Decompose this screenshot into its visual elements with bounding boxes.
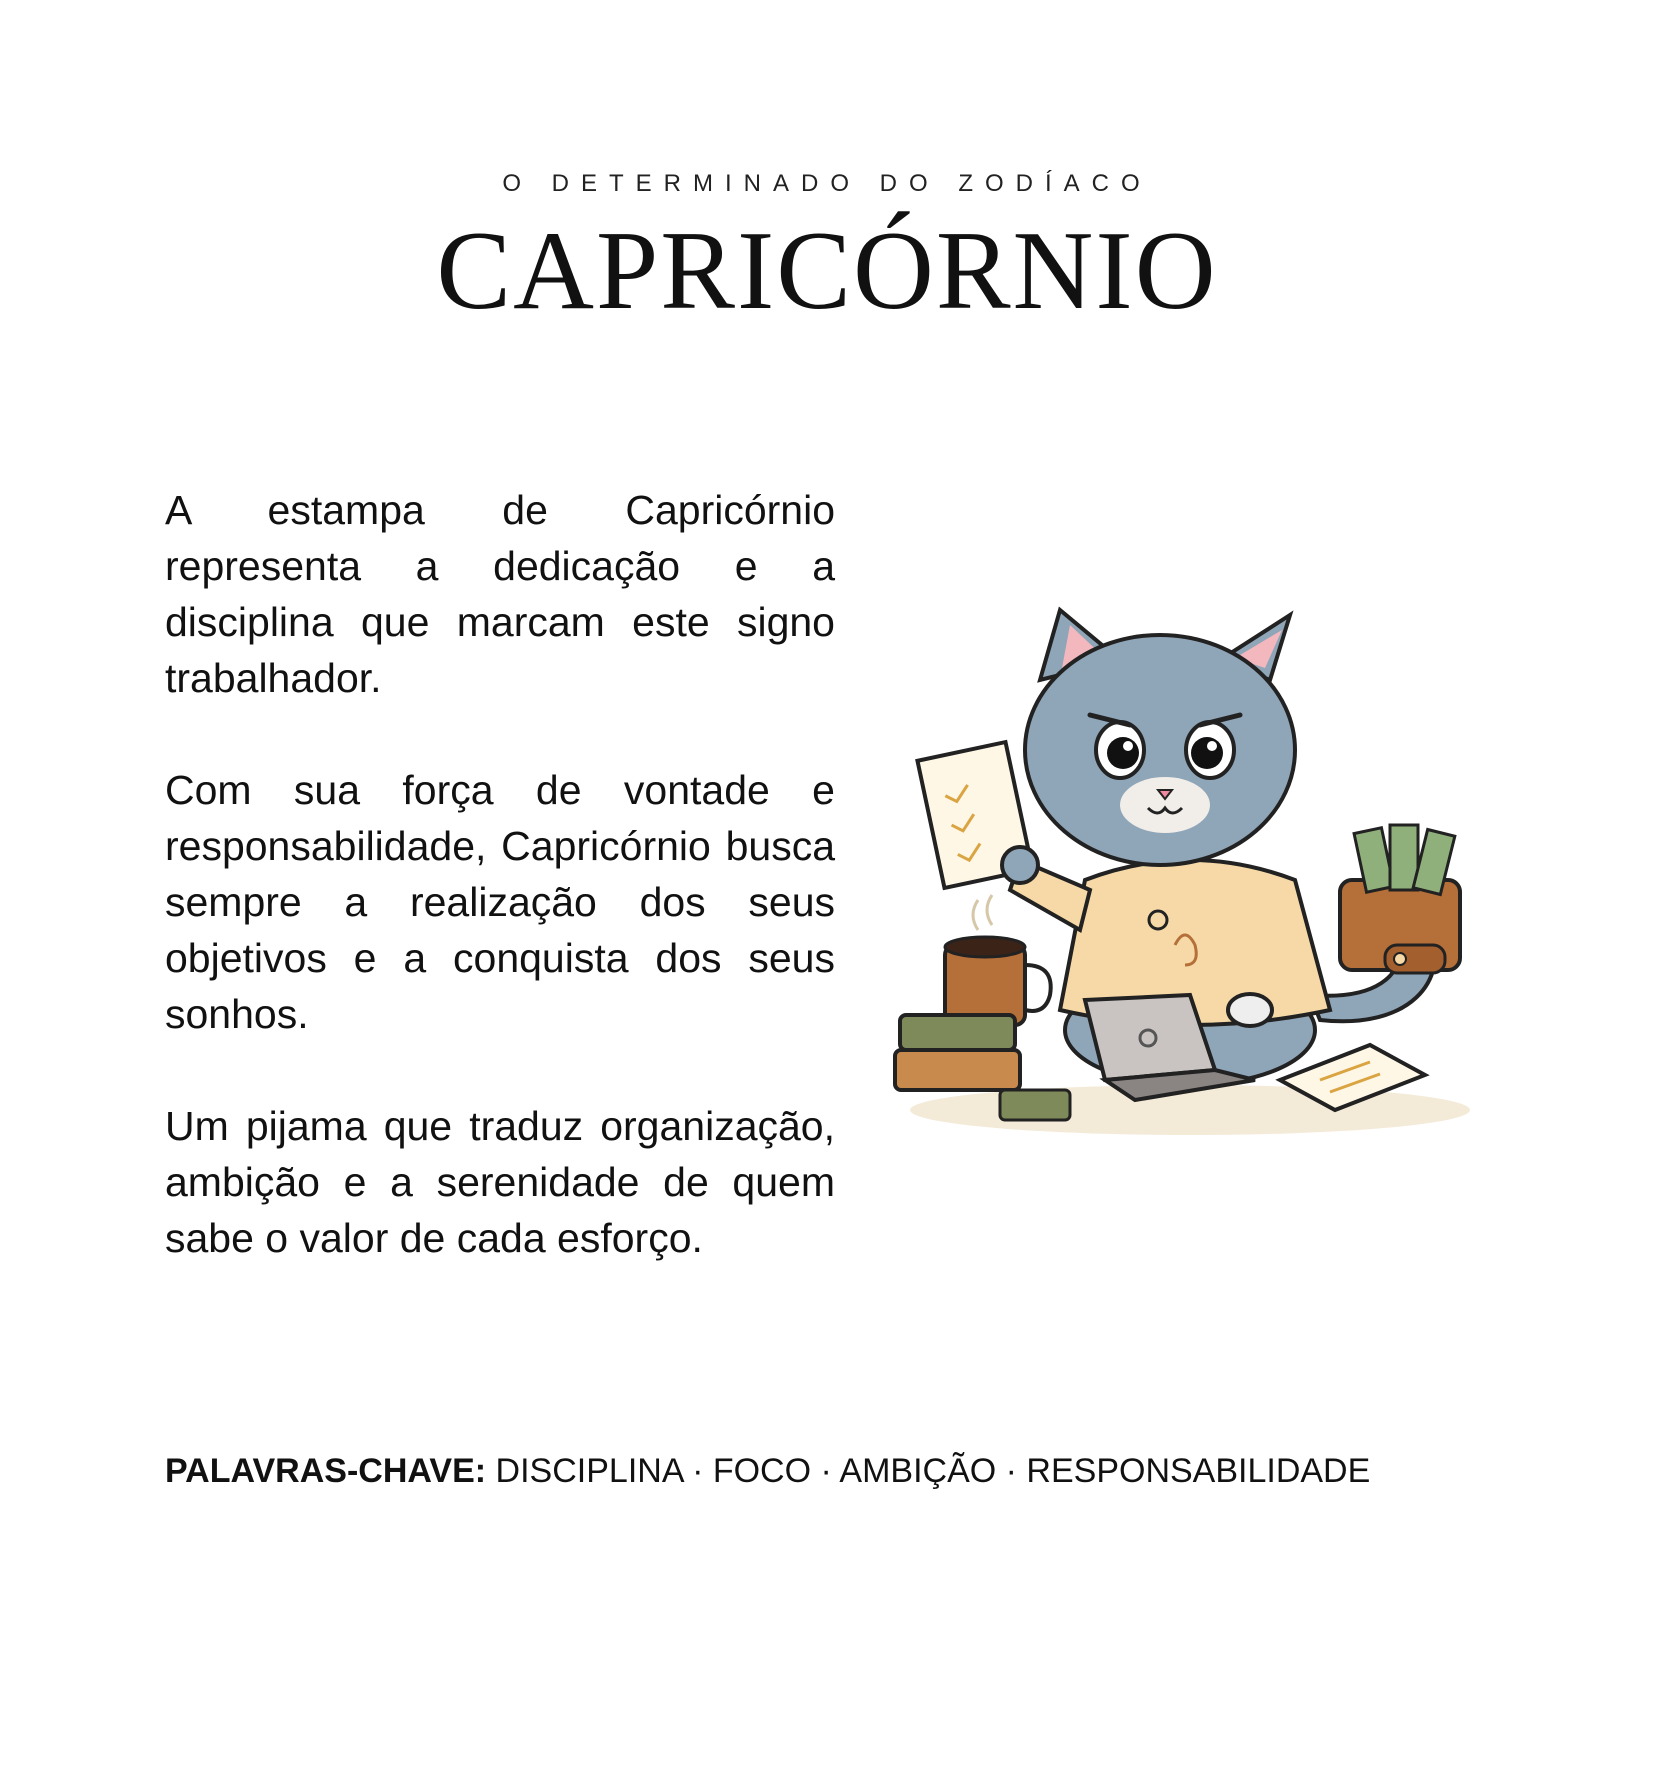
paragraph-1: A estampa de Capricórnio representa a dedicação e a disciplina que marcam este signo trabalhador. [165, 487, 835, 701]
page-kicker: O DETERMINADO DO ZODÍACO [502, 170, 1152, 197]
keywords-values: DISCIPLINA · FOCO · AMBIÇÃO · RESPONSABILIDADE [486, 1452, 1371, 1490]
description-column [165, 482, 835, 1322]
paragraph-3: Um pijama que traduz organização, ambição e a serenidade de quem sabe o valor de cada esforço. [165, 1103, 835, 1261]
keywords-line [165, 1452, 1370, 1491]
page-title: CAPRICÓRNIO [436, 209, 1218, 333]
keywords-label: PALAVRAS-CHAVE: [165, 1452, 487, 1490]
cat-illustration-icon [890, 600, 1490, 1160]
paragraph-2: Com sua força de vontade e responsabilidade, Capricórnio busca sempre a realização dos seus objetivos e a conquista dos seus sonhos. [165, 767, 835, 1037]
